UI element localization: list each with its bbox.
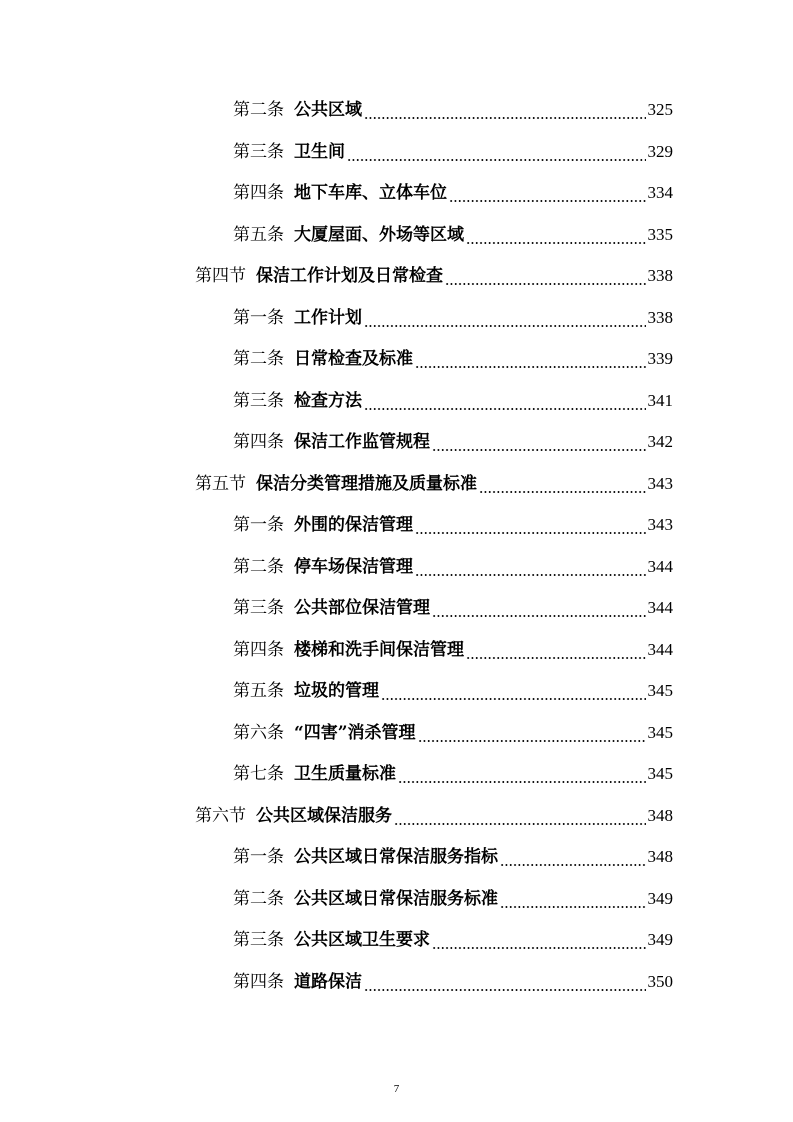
- page-number: 7: [393, 1083, 400, 1095]
- toc-entry-page: 329: [647, 141, 673, 161]
- toc-dot-leader: [364, 408, 646, 410]
- toc-entry[interactable]: [233, 173, 673, 213]
- toc-entry-number: 第一条: [233, 515, 284, 535]
- toc-dot-leader: [432, 615, 646, 617]
- toc-entry-page: 349: [647, 930, 673, 949]
- toc-entry-number: 第三条: [233, 390, 284, 411]
- toc-entry-title: 日常检查及标准: [294, 349, 413, 369]
- toc-entry-number: 第二条: [233, 556, 284, 577]
- toc-entry-number: 第六节: [195, 805, 246, 826]
- toc-section-entry[interactable]: [195, 796, 673, 836]
- toc-entry-number: 第四节: [195, 266, 246, 286]
- toc-dot-leader: [449, 200, 646, 202]
- toc-entry-number: 第三条: [233, 141, 284, 162]
- toc-entry-number: 第五节: [195, 473, 246, 494]
- toc-entry[interactable]: [233, 339, 673, 379]
- toc-entry-title: 公共部位保洁管理: [294, 598, 430, 618]
- toc-entry-number: 第三条: [233, 598, 284, 618]
- toc-entry-page: 343: [647, 515, 673, 534]
- toc-dot-leader: [418, 740, 646, 742]
- toc-section-entry[interactable]: [195, 464, 673, 504]
- toc-entry[interactable]: [233, 920, 673, 960]
- toc-dot-leader: [432, 449, 646, 451]
- toc-entry-title: 公共区域: [294, 100, 362, 120]
- toc-dot-leader: [500, 906, 646, 908]
- toc-entry-page: 348: [647, 847, 673, 866]
- toc-entry-title: 检查方法: [294, 390, 362, 411]
- toc-entry[interactable]: [233, 298, 673, 338]
- toc-entry-number: 第五条: [233, 224, 284, 245]
- toc-entry-page: 343: [647, 473, 673, 493]
- toc-entry[interactable]: [233, 630, 673, 670]
- toc-entry-page: 339: [647, 349, 673, 368]
- toc-entry[interactable]: [233, 505, 673, 545]
- toc-entry[interactable]: [233, 547, 673, 587]
- toc-entry-title: “四害”消杀管理: [294, 722, 416, 743]
- toc-entry-page: 350: [647, 971, 673, 991]
- toc-entry-title: 停车场保洁管理: [294, 556, 413, 577]
- toc-entry-page: 344: [647, 639, 673, 659]
- toc-entry-page: 325: [647, 100, 673, 119]
- toc-entry-number: 第二条: [233, 100, 284, 120]
- toc-entry-title: 保洁分类管理措施及质量标准: [256, 473, 477, 494]
- toc-entry-page: 344: [647, 598, 673, 617]
- toc-entry[interactable]: [233, 879, 673, 919]
- toc-entry-title: 保洁工作监管规程: [294, 432, 430, 452]
- toc-entry-page: 349: [647, 888, 673, 908]
- toc-dot-leader: [415, 532, 646, 534]
- toc-dot-leader: [398, 781, 646, 783]
- toc-entry-page: 344: [647, 556, 673, 576]
- toc-entry-title: 卫生质量标准: [294, 764, 396, 784]
- toc-entry-title: 外围的保洁管理: [294, 515, 413, 535]
- toc-dot-leader: [394, 823, 646, 825]
- toc-entry-title: 公共区域保洁服务: [256, 805, 392, 826]
- toc-entry-number: 第五条: [233, 681, 284, 701]
- toc-entry-page: 345: [647, 722, 673, 742]
- toc-entry-page: 338: [647, 307, 673, 327]
- toc-entry-page: 345: [647, 764, 673, 783]
- toc-dot-leader: [466, 242, 646, 244]
- toc-dot-leader: [347, 159, 646, 161]
- toc-entry-page: 348: [647, 805, 673, 825]
- toc-entry-number: 第四条: [233, 183, 284, 203]
- toc-dot-leader: [415, 574, 646, 576]
- toc-dot-leader: [445, 283, 646, 285]
- toc-entry-page: 342: [647, 432, 673, 451]
- toc-dot-leader: [466, 657, 646, 659]
- toc-entry-title: 公共区域卫生要求: [294, 930, 430, 950]
- toc-entry[interactable]: [233, 132, 673, 172]
- toc-dot-leader: [364, 325, 646, 327]
- toc-entry-title: 公共区域日常保洁服务指标: [294, 847, 498, 867]
- toc-entry[interactable]: [233, 381, 673, 421]
- toc-entry-number: 第一条: [233, 847, 284, 867]
- toc-entry-number: 第一条: [233, 307, 284, 328]
- toc-entry-title: 卫生间: [294, 141, 345, 162]
- toc-entry[interactable]: [233, 422, 673, 462]
- toc-entry-title: 大厦屋面、外场等区域: [294, 224, 464, 245]
- toc-entry[interactable]: [233, 215, 673, 255]
- toc-entry-title: 保洁工作计划及日常检查: [256, 266, 443, 286]
- toc-entry-title: 楼梯和洗手间保洁管理: [294, 639, 464, 660]
- toc-entry-title: 公共区域日常保洁服务标准: [294, 888, 498, 909]
- toc-dot-leader: [364, 117, 646, 119]
- toc-entry-title: 垃圾的管理: [294, 681, 379, 701]
- toc-entry-number: 第六条: [233, 722, 284, 743]
- toc-entry-number: 第四条: [233, 971, 284, 992]
- toc-dot-leader: [415, 366, 646, 368]
- toc-entry-number: 第二条: [233, 888, 284, 909]
- toc-dot-leader: [500, 864, 646, 866]
- toc-dot-leader: [381, 698, 646, 700]
- toc-entry[interactable]: [233, 754, 673, 794]
- toc-entry-page: 338: [647, 266, 673, 285]
- toc-entry-title: 道路保洁: [294, 971, 362, 992]
- toc-entry-number: 第三条: [233, 930, 284, 950]
- toc-entry-title: 地下车库、立体车位: [294, 183, 447, 203]
- toc-entry[interactable]: [233, 962, 673, 1002]
- toc-dot-leader: [364, 989, 646, 991]
- toc-entry-page: 334: [647, 183, 673, 202]
- toc-section-entry[interactable]: [195, 256, 673, 296]
- toc-entry[interactable]: [233, 588, 673, 628]
- toc-dot-leader: [479, 491, 646, 493]
- toc-entry[interactable]: [233, 713, 673, 753]
- toc-dot-leader: [432, 947, 646, 949]
- toc-entry-number: 第四条: [233, 639, 284, 660]
- toc-entry-number: 第二条: [233, 349, 284, 369]
- toc-entry-number: 第七条: [233, 764, 284, 784]
- toc-entry-page: 345: [647, 681, 673, 700]
- toc-entry-page: 341: [647, 390, 673, 410]
- toc-entry-title: 工作计划: [294, 307, 362, 328]
- toc-entry[interactable]: [233, 837, 673, 877]
- toc-entry-page: 335: [647, 224, 673, 244]
- toc-entry[interactable]: [233, 90, 673, 130]
- toc-entry-number: 第四条: [233, 432, 284, 452]
- toc-entry[interactable]: [233, 671, 673, 711]
